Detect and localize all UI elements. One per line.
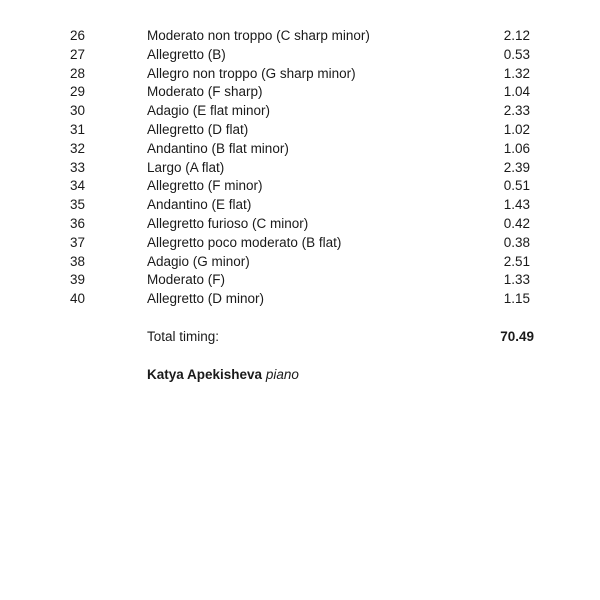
track-number: 30	[69, 103, 85, 119]
track-title: Allegretto poco moderato (B flat)	[147, 234, 342, 250]
track-title: Adagio (G minor)	[147, 253, 250, 269]
track-row	[0, 196, 600, 215]
track-number: 28	[69, 65, 85, 81]
track-row	[0, 102, 600, 121]
track-duration: 1.43	[503, 197, 530, 213]
track-title: Adagio (E flat minor)	[147, 103, 271, 119]
total-timing-label: Total timing:	[147, 329, 220, 344]
track-duration: 1.33	[503, 272, 530, 288]
track-title: Allegretto (B)	[147, 46, 226, 62]
track-number: 35	[69, 197, 85, 213]
track-number: 36	[69, 215, 85, 231]
track-row	[0, 177, 600, 196]
track-title: Moderato non troppo (C sharp minor)	[147, 28, 370, 43]
track-duration: 1.04	[503, 84, 530, 100]
track-number: 39	[69, 272, 85, 288]
track-duration: 1.06	[503, 140, 530, 156]
track-title: Moderato (F)	[147, 272, 226, 288]
track-row	[0, 121, 600, 140]
track-duration: 1.15	[503, 291, 530, 307]
performer-credit	[147, 365, 299, 385]
track-duration: 1.02	[503, 121, 530, 137]
performer-instrument: piano	[265, 367, 299, 382]
track-row	[0, 46, 600, 65]
track-number: 29	[69, 84, 85, 100]
track-duration: 2.33	[503, 103, 530, 119]
total-timing-value: 70.49	[500, 329, 534, 344]
track-duration: 1.32	[503, 65, 530, 81]
track-row	[0, 65, 600, 84]
track-title: Andantino (B flat minor)	[147, 140, 289, 156]
track-number: 40	[69, 291, 85, 307]
track-number: 38	[69, 253, 85, 269]
track-title: Moderato (F sharp)	[147, 84, 263, 100]
total-timing-row	[0, 327, 600, 347]
track-row	[0, 83, 600, 102]
track-row	[0, 253, 600, 272]
track-list	[0, 27, 600, 309]
track-number: 26	[69, 28, 85, 43]
track-row	[0, 159, 600, 178]
track-duration: 2.39	[503, 159, 530, 175]
track-duration: 0.51	[503, 178, 530, 194]
track-row	[0, 27, 600, 46]
track-number: 33	[69, 159, 85, 175]
track-duration: 0.38	[503, 234, 530, 250]
track-title: Largo (A flat)	[147, 159, 225, 175]
track-row	[0, 234, 600, 253]
track-number: 34	[69, 178, 85, 194]
track-title: Allegro non troppo (G sharp minor)	[147, 65, 356, 81]
track-row	[0, 290, 600, 309]
track-title: Allegretto furioso (C minor)	[147, 215, 309, 231]
track-duration: 0.42	[503, 215, 530, 231]
track-duration: 0.53	[503, 46, 530, 62]
track-number: 27	[69, 46, 85, 62]
track-row	[0, 271, 600, 290]
track-duration: 2.51	[503, 253, 530, 269]
track-number: 37	[69, 234, 85, 250]
performer-name: Katya Apekisheva	[147, 367, 263, 382]
track-row	[0, 215, 600, 234]
track-title: Allegretto (D flat)	[147, 121, 249, 137]
track-title: Andantino (E flat)	[147, 197, 252, 213]
track-row	[0, 140, 600, 159]
track-number: 31	[69, 121, 85, 137]
track-title: Allegretto (D minor)	[147, 291, 265, 307]
track-number: 32	[69, 140, 85, 156]
track-duration: 2.12	[503, 28, 530, 43]
track-title: Allegretto (F minor)	[147, 178, 263, 194]
